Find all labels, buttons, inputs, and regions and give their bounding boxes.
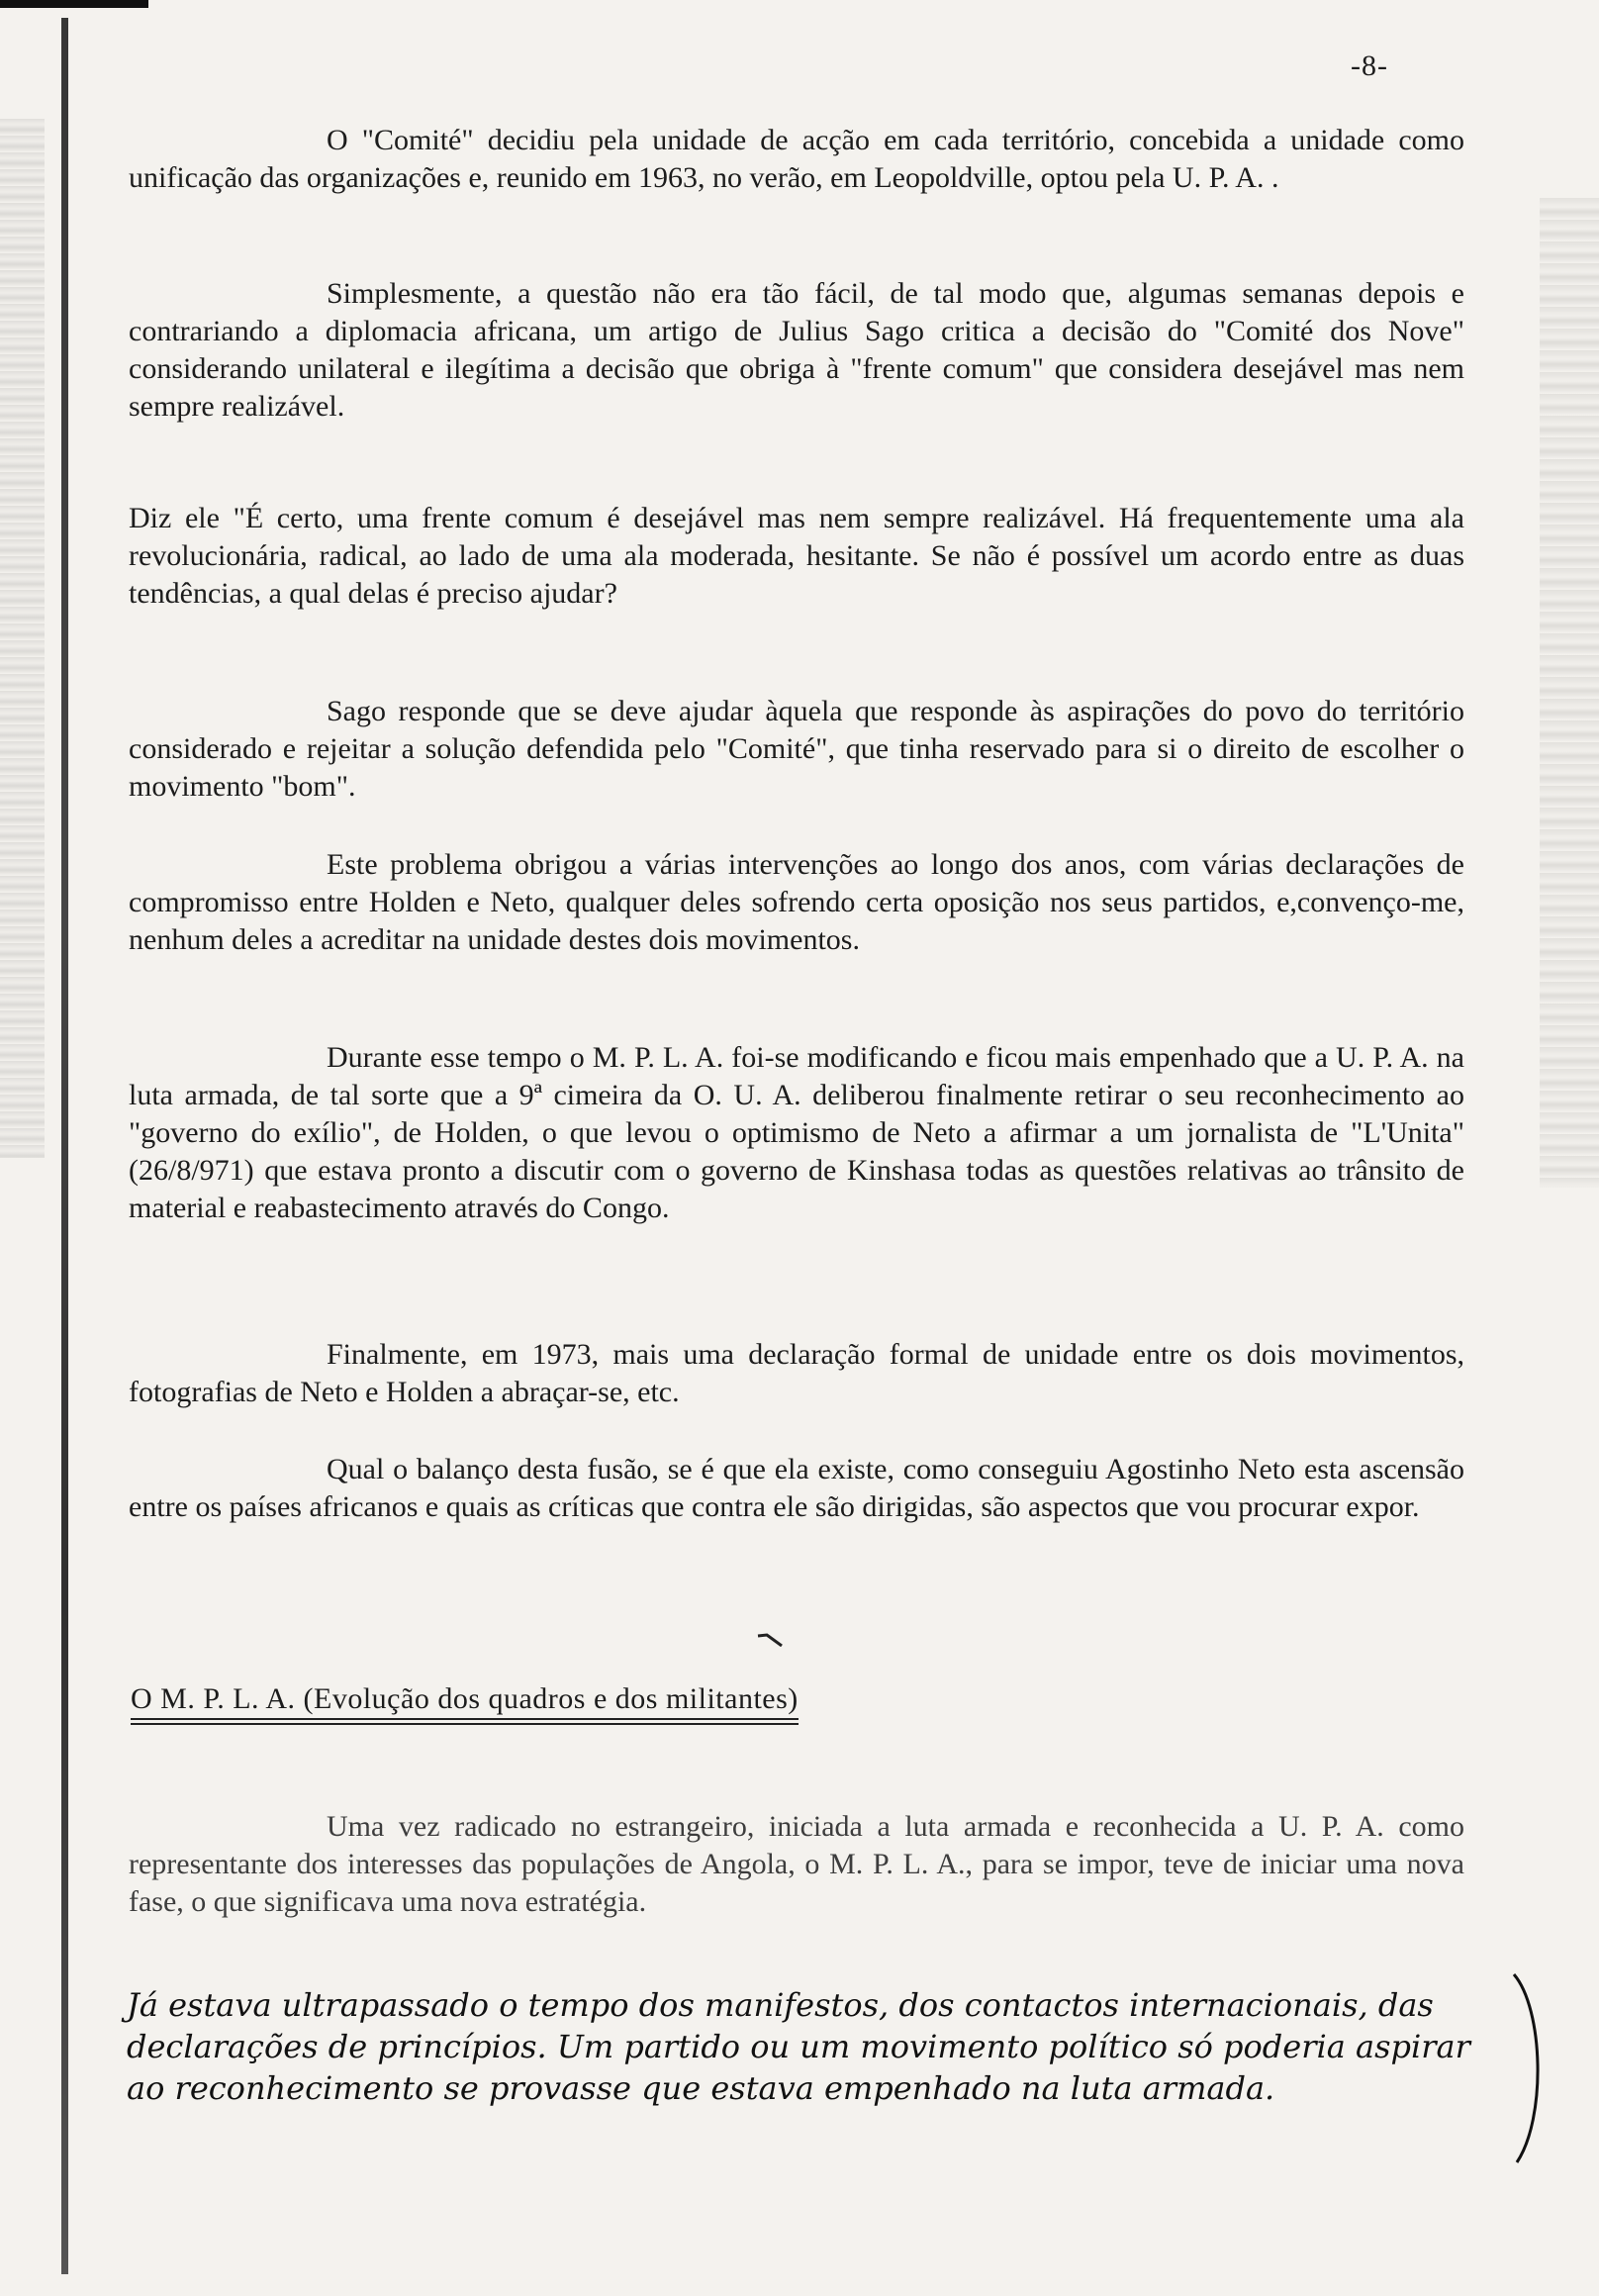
paragraph-7: Finalmente, em 1973, mais uma declaração formal de unidade entre os dois movimentos, fotografias de Neto e Holden a abraçar-se, etc. — [129, 1338, 1464, 1408]
paragraph-6: Durante esse tempo o M. P. L. A. foi-se modificando e ficou mais empenhado que a U. P. A. na luta armada, de tal sorte que a 9ª cimeira da O. U. A. deliberou finalmente retirar o seu reconhecimento ao "governo do exílio", de Holden, o que levou o optimismo de Neto a afirmar a um jornalista de "L'Unita"(26/8/971) que estava pronto a discutir com o governo de Kinshasa todas as questões relativas ao trânsito de material e reabastecimento através do Congo. — [129, 1041, 1464, 1224]
paragraph-1: O "Comité" decidiu pela unidade de acção em cada território, concebida a unidade como unificação das organizações e, reunido em 1963, no verão, em Leopoldville, optou pela U. P. A. . — [129, 124, 1464, 194]
paragraph-4: Sago responde que se deve ajudar àquela que responde às aspirações do povo do território considerado e rejeitar a solução defendida pelo "Comité", que tinha reservado para si o direito de escolher o movimento "bom". — [129, 695, 1464, 803]
paragraph-8: Qual o balanço desta fusão, se é que ela existe, como conseguiu Agostinho Neto esta ascensão entre os países africanos e quais as críticas que contra ele são dirigidas, são aspectos que vou procurar expor. — [129, 1453, 1464, 1523]
paragraph-2: Simplesmente, a questão não era tão fácil, de tal modo que, algumas semanas depois e contrariando a diplomacia africana, um artigo de Julius Sago critica a decisão do "Comité dos Nove" considerando unilateral e ilegítima a decisão que obriga à "frente comum" que considera desejável mas nem sempre realizável. — [129, 277, 1464, 423]
tilde-mark — [757, 1633, 783, 1647]
handwritten-note: Já estava ultrapassado o tempo dos manifestos, dos contactos internacionais, das declarações de princípios. Um partido ou um movimento político só poderia aspirar ao reconhecimento se provasse que estava empenhado na luta armada. — [127, 1986, 1470, 2107]
scan-top-edge — [0, 0, 148, 8]
handwritten-bracket — [1509, 1969, 1549, 2167]
binding-edge-line — [61, 18, 68, 2274]
section-heading: O M. P. L. A. (Evolução dos quadros e dos militantes) — [131, 1682, 799, 1720]
page-number: -8- — [1351, 49, 1388, 82]
scan-noise-right — [1540, 198, 1599, 1188]
paragraph-5: Este problema obrigou a várias intervenções ao longo dos anos, com várias declarações de compromisso entre Holden e Neto, qualquer deles sofrendo certa oposição nos seus partidos, e,convenço-me, nenhum deles a acreditar na unidade destes dois movimentos. — [129, 848, 1464, 956]
paragraph-3: Diz ele "É certo, uma frente comum é desejável mas nem sempre realizável. Há frequentemente uma ala revolucionária, radical, ao lado de uma ala moderada, hesitante. Se não é possível um acordo entre as duas tendências, a qual delas é preciso ajudar? — [129, 502, 1464, 610]
section-paragraph: Uma vez radicado no estrangeiro, iniciada a luta armada e reconhecida a U. P. A. como representante dos interesses das populações de Angola, o M. P. L. A., para se impor, teve de iniciar uma nova fase, o que significava uma nova estratégia. — [129, 1810, 1464, 1918]
scan-noise-left — [0, 119, 45, 1158]
